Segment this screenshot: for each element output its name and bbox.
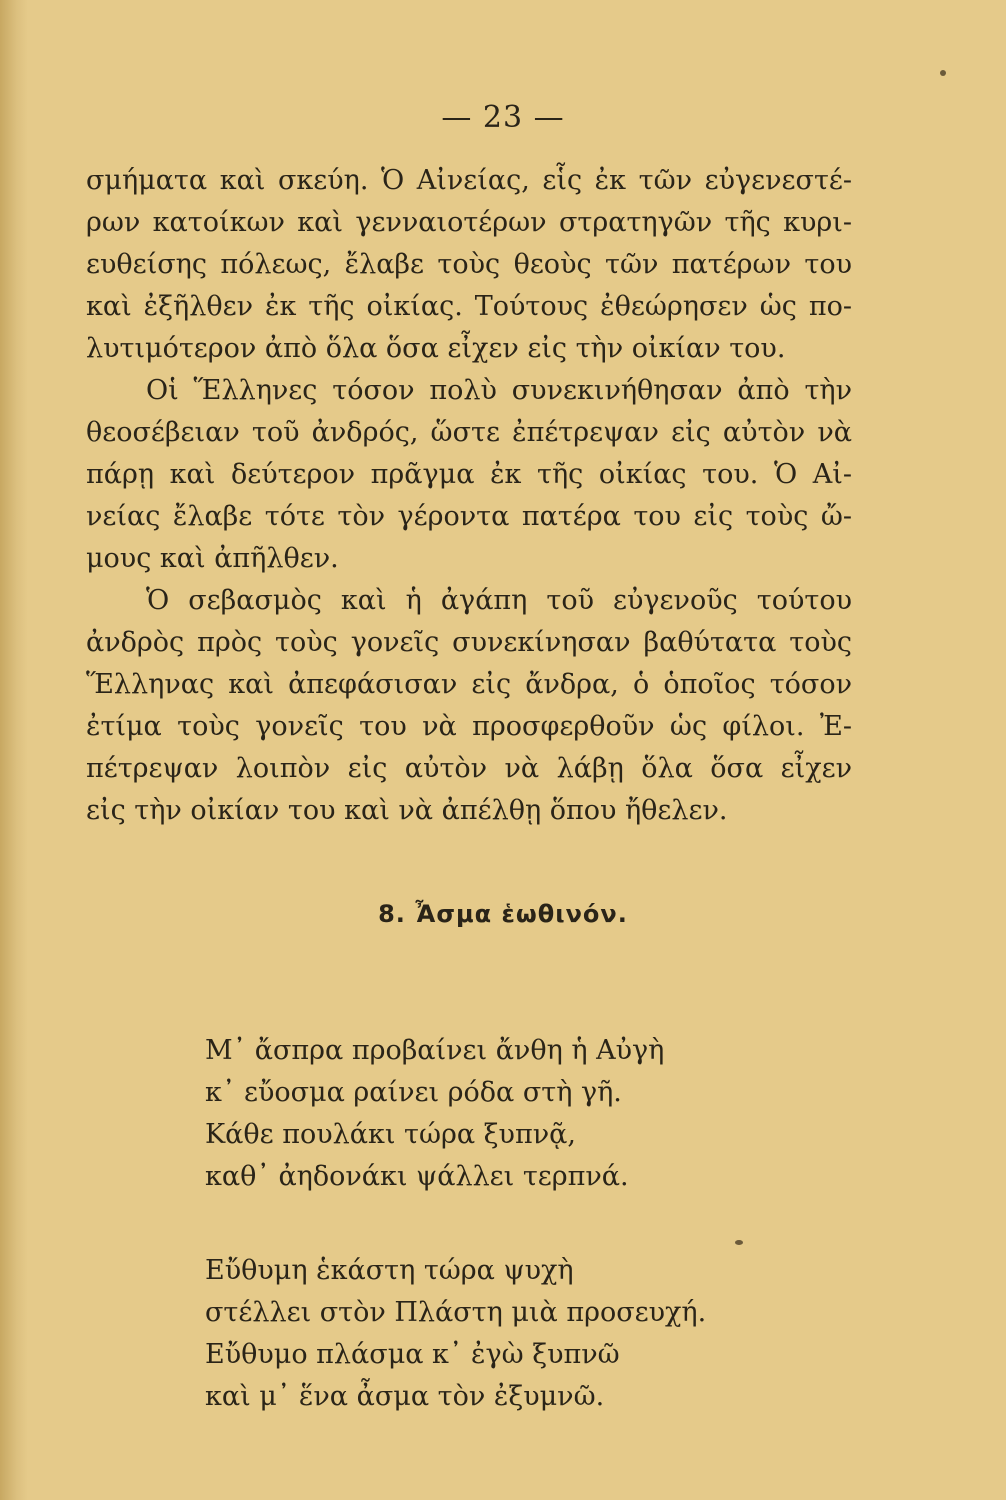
text-line: νείας ἔλαβε τότε τὸν γέροντα πατέρα του εἰς τοὺς ὤ- [86, 501, 852, 532]
prose-text [86, 160, 852, 832]
poem-stanza [205, 1030, 805, 1198]
ink-speck [735, 1240, 743, 1245]
text-line: ευθείσης πόλεως, ἔλαβε τοὺς θεοὺς τῶν πατέρων του [86, 249, 852, 280]
text-line: Ἕλληνας καὶ ἀπεφάσισαν εἰς ἄνδρα, ὁ ὁποῖος τόσον [86, 669, 852, 700]
page-binding-edge [0, 0, 28, 1500]
poem-line: κ᾿ εὔοσμα ραίνει ρόδα στὴ γῆ. [205, 1077, 622, 1108]
text-line: ρων κατοίκων καὶ γενναιοτέρων στρατηγῶν τῆς κυρι- [86, 207, 852, 238]
text-line: μους καὶ ἀπῆλθεν. [86, 543, 339, 574]
text-line: Οἱ Ἕλληνες τόσον πολὺ συνεκινήθησαν ἀπὸ τὴν [146, 375, 852, 406]
ink-speck [940, 70, 946, 76]
text-line: σμήματα καὶ σκεύη. Ὁ Αἰνείας, εἷς ἐκ τῶν εὐγενεστέ- [86, 165, 852, 196]
text-line: ἐτίμα τοὺς γονεῖς του νὰ προσφερθοῦν ὡς φίλοι. Ἐ- [86, 711, 852, 742]
poem-line: Μ᾿ ἄσπρα προβαίνει ἄνθη ἡ Αὐγὴ [205, 1035, 665, 1066]
poem-line: καθ᾿ ἀηδονάκι ψάλλει τερπνά. [205, 1161, 629, 1192]
poem-line: Εὔθυμη ἑκάστη τώρα ψυχὴ [205, 1255, 574, 1286]
text-line: ἀνδρὸς πρὸς τοὺς γονεῖς συνεκίνησαν βαθύτατα τοὺς [86, 627, 852, 658]
poem-line: στέλλει στὸν Πλάστη μιὰ προσευχή. [205, 1297, 707, 1328]
text-line: Ὁ σεβασμὸς καὶ ἡ ἀγάπη τοῦ εὐγενοῦς τούτου [146, 585, 852, 616]
text-line: θεοσέβειαν τοῦ ἀνδρός, ὥστε ἐπέτρεψαν εἰς αὐτὸν νὰ [86, 417, 852, 448]
text-line: εἰς τὴν οἰκίαν του καὶ νὰ ἀπέλθῃ ὅπου ἤθελεν. [86, 795, 728, 826]
poem-stanza [205, 1250, 805, 1418]
text-line: καὶ ἐξῆλθεν ἐκ τῆς οἰκίας. Τούτους ἐθεώρησεν ὡς πο- [86, 291, 852, 322]
poem-line: Εὔθυμο πλάσμα κ᾿ ἐγὼ ξυπνῶ [205, 1339, 620, 1370]
poem-line: Κάθε πουλάκι τώρα ξυπνᾷ, [205, 1119, 576, 1150]
text-line: λυτιμότερον ἀπὸ ὅλα ὅσα εἶχεν εἰς τὴν οἰκίαν του. [86, 333, 786, 364]
section-heading: 8. Ἆσμα ἑωθινόν. [378, 900, 628, 928]
page-number: — 23 — [441, 100, 565, 135]
poem-line: καὶ μ᾿ ἕνα ἆσμα τὸν ἐξυμνῶ. [205, 1381, 605, 1412]
text-line: πέτρεψαν λοιπὸν εἰς αὐτὸν νὰ λάβῃ ὅλα ὅσα εἶχεν [86, 753, 852, 784]
text-line: πάρῃ καὶ δεύτερον πρᾶγμα ἐκ τῆς οἰκίας του. Ὁ Αἰ- [86, 459, 852, 490]
